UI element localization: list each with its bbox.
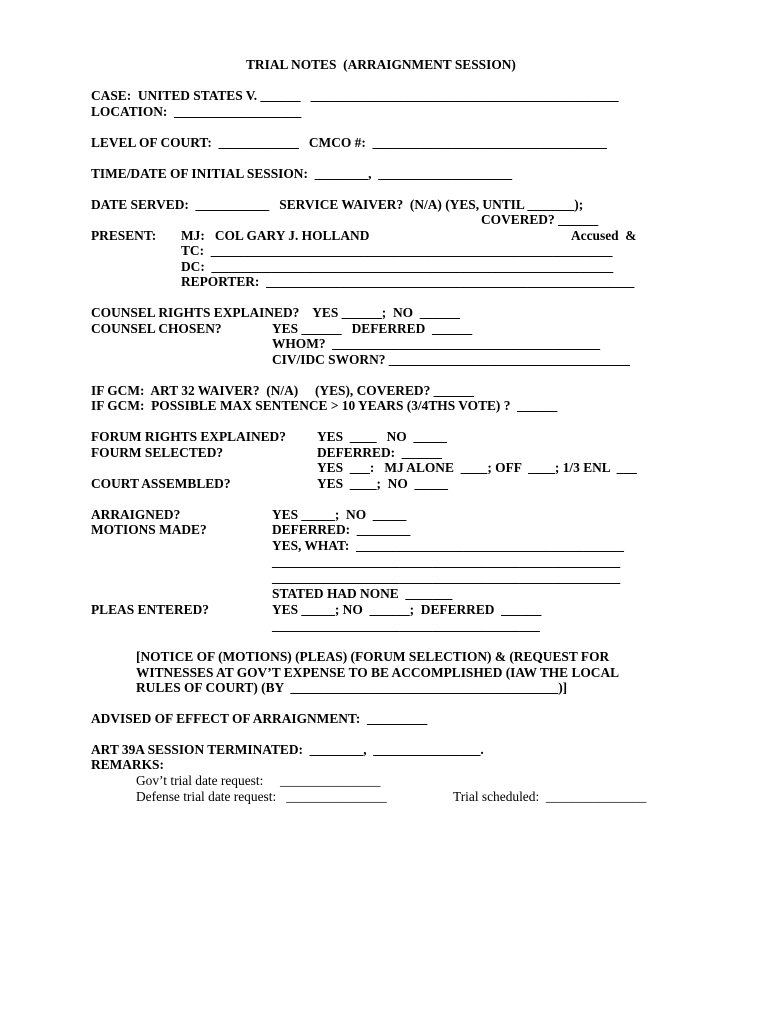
counsel-chosen-label: COUNSEL CHOSEN? [91,321,222,336]
motions-yes-what: YES, WHAT: ________________________________________ [272,538,624,553]
trial-scheduled: Trial scheduled: _______________ [453,789,647,804]
gcm-art32-line: IF GCM: ART 32 WAIVER? (N/A) (YES), COVERED? ______ [91,383,474,398]
arraigned-answer: YES _____; NO _____ [272,507,407,522]
arraigned-label: ARRAIGNED? [91,507,181,522]
pleas-entered-answer: YES _____; NO ______; DEFERRED ______ [272,602,542,617]
stated-had-none: STATED HAD NONE _______ [272,586,453,601]
counsel-rights-line: COUNSEL RIGHTS EXPLAINED? YES ______; NO ______ [91,305,460,320]
forum-selected-label: FOURM SELECTED? [91,445,224,460]
pleas-entered-label: PLEAS ENTERED? [91,602,209,617]
art39a-line: ART 39A SESSION TERMINATED: ________, ________________. [91,742,484,757]
dc-line: DC: ____________________________________________________________ [181,259,614,274]
date-served-line: DATE SERVED: ___________ SERVICE WAIVER? (N/A) (YES, UNTIL _______); [91,197,584,212]
forum-rights-answer: YES ____ NO _____ [317,429,447,444]
level-of-court-line: LEVEL OF COURT: ____________ CMCO #: ___________________________________ [91,135,607,150]
advised-line: ADVISED OF EFFECT OF ARRAIGNMENT: _________ [91,711,428,726]
motions-blank-1: ____________________________________________________ [272,554,621,569]
reporter-line: REPORTER: _______________________________________________________ [181,274,635,289]
defense-trial-date-request: Defense trial date request: _______________ [136,789,387,804]
motions-blank-2: ____________________________________________________ [272,570,621,585]
whom-line: WHOM? ________________________________________ [272,336,601,351]
court-assembled-answer: YES ____; NO _____ [317,476,448,491]
court-assembled-label: COURT ASSEMBLED? [91,476,231,491]
civ-idc-line: CIV/IDC SWORN? ____________________________________ [272,352,630,367]
motions-made-label: MOTIONS MADE? [91,522,207,537]
motions-deferred: DEFERRED: ________ [272,522,411,537]
remarks-label: REMARKS: [91,757,164,772]
accused-label: Accused & [571,228,637,243]
case-line: CASE: UNITED STATES V. ______ ______________________________________________ [91,88,619,103]
notice-line-3: RULES OF COURT) (BY ________________________________________)] [136,680,568,695]
time-date-line: TIME/DATE OF INITIAL SESSION: ________, ____________________ [91,166,513,181]
gov-trial-date-request: Gov’t trial date request: _______________ [136,773,381,788]
counsel-chosen-answer: YES ______ DEFERRED ______ [272,321,473,336]
page-title: TRIAL NOTES (ARRAIGNMENT SESSION) [246,57,516,72]
mj-line: MJ: COL GARY J. HOLLAND [181,228,370,243]
tc-line: TC: ____________________________________________________________ [181,243,613,258]
pleas-blank: ________________________________________ [272,618,540,633]
forum-rights-label: FORUM RIGHTS EXPLAINED? [91,429,286,444]
notice-line-2: WITNESSES AT GOV’T EXPENSE TO BE ACCOMPLISHED (IAW THE LOCAL [136,665,620,680]
gcm-max-sentence-line: IF GCM: POSSIBLE MAX SENTENCE > 10 YEARS (3/4THS VOTE) ? ______ [91,398,558,413]
notice-line-1: [NOTICE OF (MOTIONS) (PLEAS) (FORUM SELECTION) & (REQUEST FOR [136,649,610,664]
covered-line: COVERED? ______ [481,212,599,227]
present-label: PRESENT: [91,228,157,243]
forum-yes-options: YES ___: MJ ALONE ____; OFF ____; 1/3 ENL ___ [317,460,637,475]
location-line: LOCATION: ___________________ [91,104,302,119]
forum-deferred: DEFERRED: ______ [317,445,442,460]
